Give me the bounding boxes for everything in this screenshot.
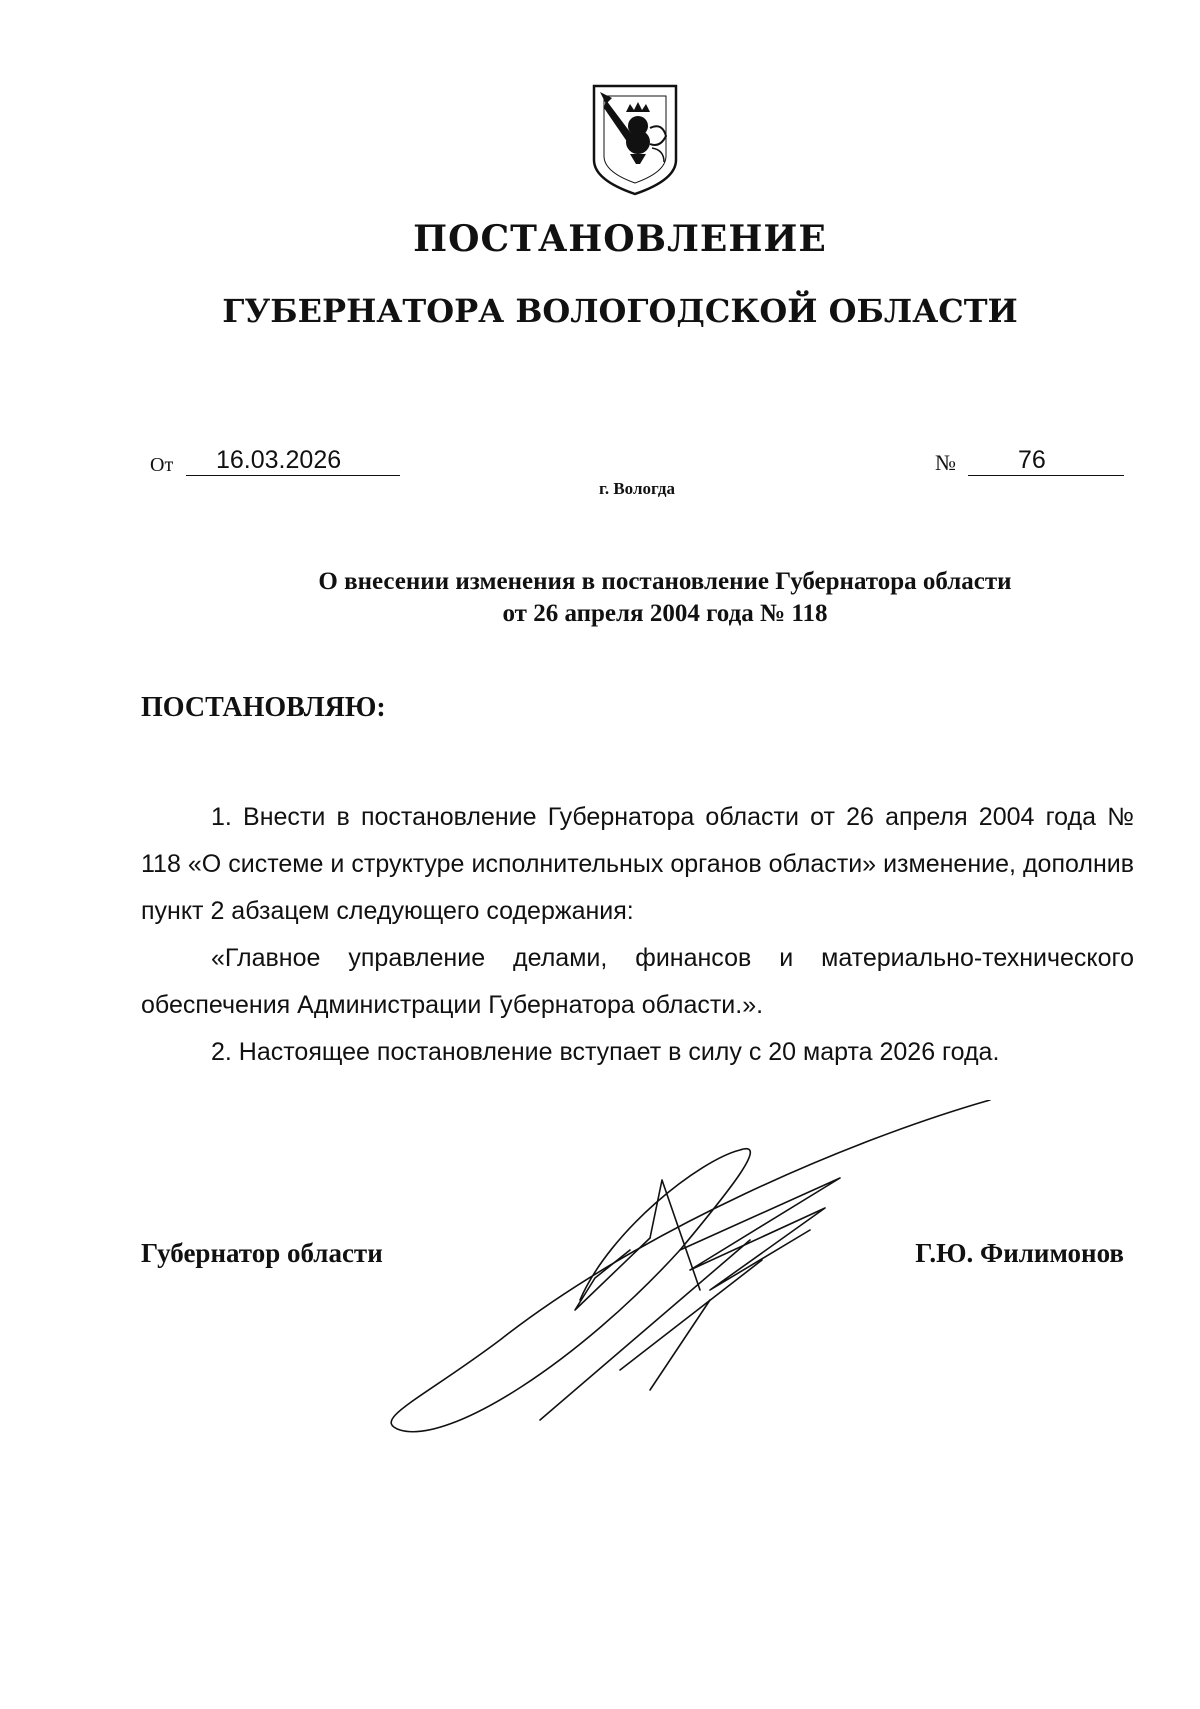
document-number: 76 — [968, 446, 1124, 476]
handwritten-signature — [380, 1100, 1000, 1440]
decree-heading: ПОСТАНОВЛЯЮ: — [141, 692, 386, 723]
document-body — [141, 794, 1134, 1076]
document-date: 16.03.2026 — [186, 446, 400, 476]
document-title: ПОСТАНОВЛЕНИЕ — [413, 218, 827, 260]
date-label: От — [150, 454, 174, 476]
document-subtitle: ГУБЕРНАТОРА ВОЛОГОДСКОЙ ОБЛАСТИ — [222, 292, 1018, 330]
signatory-name: Г.Ю. Филимонов — [915, 1238, 1124, 1268]
city-name: г. Вологда — [599, 479, 675, 498]
number-label: № — [935, 450, 956, 475]
coat-of-arms-icon — [590, 82, 680, 196]
subject-line-1: О внесении изменения в постановление Губернатора области — [318, 568, 1012, 595]
signatory-position: Губернатор области — [141, 1238, 383, 1268]
subject-line-2: от 26 апреля 2004 года № 118 — [502, 600, 828, 627]
paragraph-3: 2. Настоящее постановление вступает в силу с 20 марта 2026 года. — [211, 1038, 1000, 1066]
paragraph-2: «Главное управление делами, финансов и материально-технического обеспечения Администрации Губернатора области.». — [141, 944, 1134, 1019]
paragraph-1: 1. Внести в постановление Губернатора области от 26 апреля 2004 года № 118 «О системе и структуре исполнительных органов области» изменение, дополнив пункт 2 абзацем следующего содержания: — [141, 803, 1134, 925]
document-subject — [250, 566, 1080, 630]
